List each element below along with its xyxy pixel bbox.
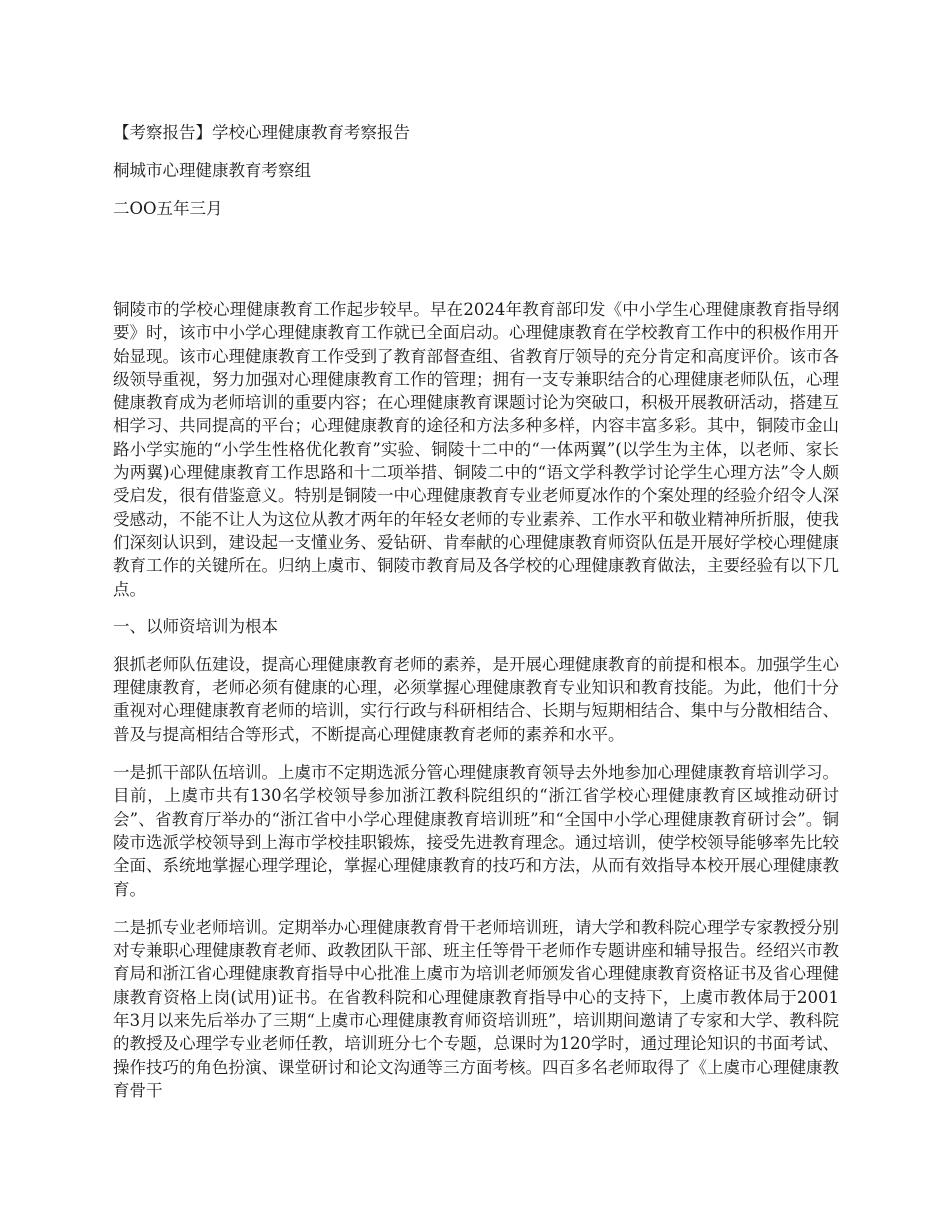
document-date: 二OO五年三月 xyxy=(113,199,223,218)
document-page xyxy=(113,122,839,1117)
spacer xyxy=(113,236,839,298)
section-paragraph: 二是抓专业老师培训。定期举办心理健康教育骨干老师培训班，请大学和教科院心理学专家教授分别对专兼职心理健康教育老师、政教团队干部、班主任等骨干老师作专题讲座和辅导报告。经绍兴市教育局和浙江省心理健康教育指导中心批准上虞市为培训老师颁发省心理健康教育资格证书及省心理健康教育资格上岗(试用)证书。在省教科院和心理健康教育指导中心的支持下，上虞市教体局于2001年3月以来先后举办了三期“上虞市心理健康教育师资培训班”，培训期间邀请了专家和大学、教科院的教授及心理学专业老师任教，培训班分七个专题，总课时为120学时，通过理论知识的书面考试、操作技巧的角色扮演、课堂研讨和论文沟通等三方面考核。四百多名老师取得了《上虞市心理健康教育骨干 xyxy=(113,917,839,1100)
document-author: 桐城市心理健康教育考察组 xyxy=(113,161,311,180)
section-paragraph: 狠抓老师队伍建设，提高心理健康教育老师的素养，是开展心理健康教育的前提和根本。加强学生心理健康教育，老师必须有健康的心理，必须掌握心理健康教育专业知识和教育技能。为此，他们十分重视对心理健康教育老师的培训，实行行政与科研相结合、长期与短期相结合、集中与分散相结合、普及与提高相结合等形式，不断提高心理健康教育老师的素养和水平。 xyxy=(113,654,839,744)
section-heading: 一、以师资培训为根本 xyxy=(113,616,278,636)
intro-paragraph: 铜陵市的学校心理健康教育工作起步较早。早在2024年教育部印发《中小学生心理健康教育指导纲要》时，该市中小学心理健康教育工作就已全面启动。心理健康教育在学校教育工作中的积极作用开始显现。该市心理健康教育工作受到了教育部督查组、省教育厅领导的充分肯定和高度评价。该市各级领导重视，努力加强对心理健康教育工作的管理；拥有一支专兼职结合的心理健康老师队伍，心理健康教育成为老师培训的重要内容；在心理健康教育课题讨论为突破口，积极开展教研活动，搭建互相学习、共同提高的平台；心理健康教育的途径和方法多种多样，内容丰富多彩。其中，铜陵市金山路小学实施的“小学生性格优化教育”实验、铜陵十二中的“一体两翼”(以学生为主体，以老师、家长为两翼)心理健康教育工作思路和十二项举措、铜陵二中的“语文学科教学讨论学生心理方法”令人颇受启发，很有借鉴意义。特别是铜陵一中心理健康教育专业老师夏冰作的个案处理的经验介绍令人深受感动，不能不让人为这位从教才两年的年轻女老师的专业素养、工作水平和敬业精神所折服，使我们深刻认识到，建设起一支懂业务、爱钻研、肯奉献的心理健康教育师资队伍是开展好学校心理健康教育工作的关键所在。归纳上虞市、铜陵市教育局及各学校的心理健康教育做法，主要经验有以下几点。 xyxy=(113,300,839,599)
document-title: 【考察报告】学校心理健康教育考察报告 xyxy=(113,123,410,142)
section-paragraph: 一是抓干部队伍培训。上虞市不定期选派分管心理健康教育领导去外地参加心理健康教育培训学习。目前，上虞市共有130名学校领导参加浙江教科院组织的“浙江省学校心理健康教育区域推动研讨会”、省教育厅举办的“浙江省中小学心理健康教育培训班”和“全国中小学心理健康教育研讨会”。铜陵市选派学校领导到上海市学校挂职锻炼，接受先进教育理念。通过培训，使学校领导能够率先比较全面、系统地掌握心理学理论，掌握心理健康教育的技巧和方法，从而有效指导本校开展心理健康教育。 xyxy=(113,763,839,899)
